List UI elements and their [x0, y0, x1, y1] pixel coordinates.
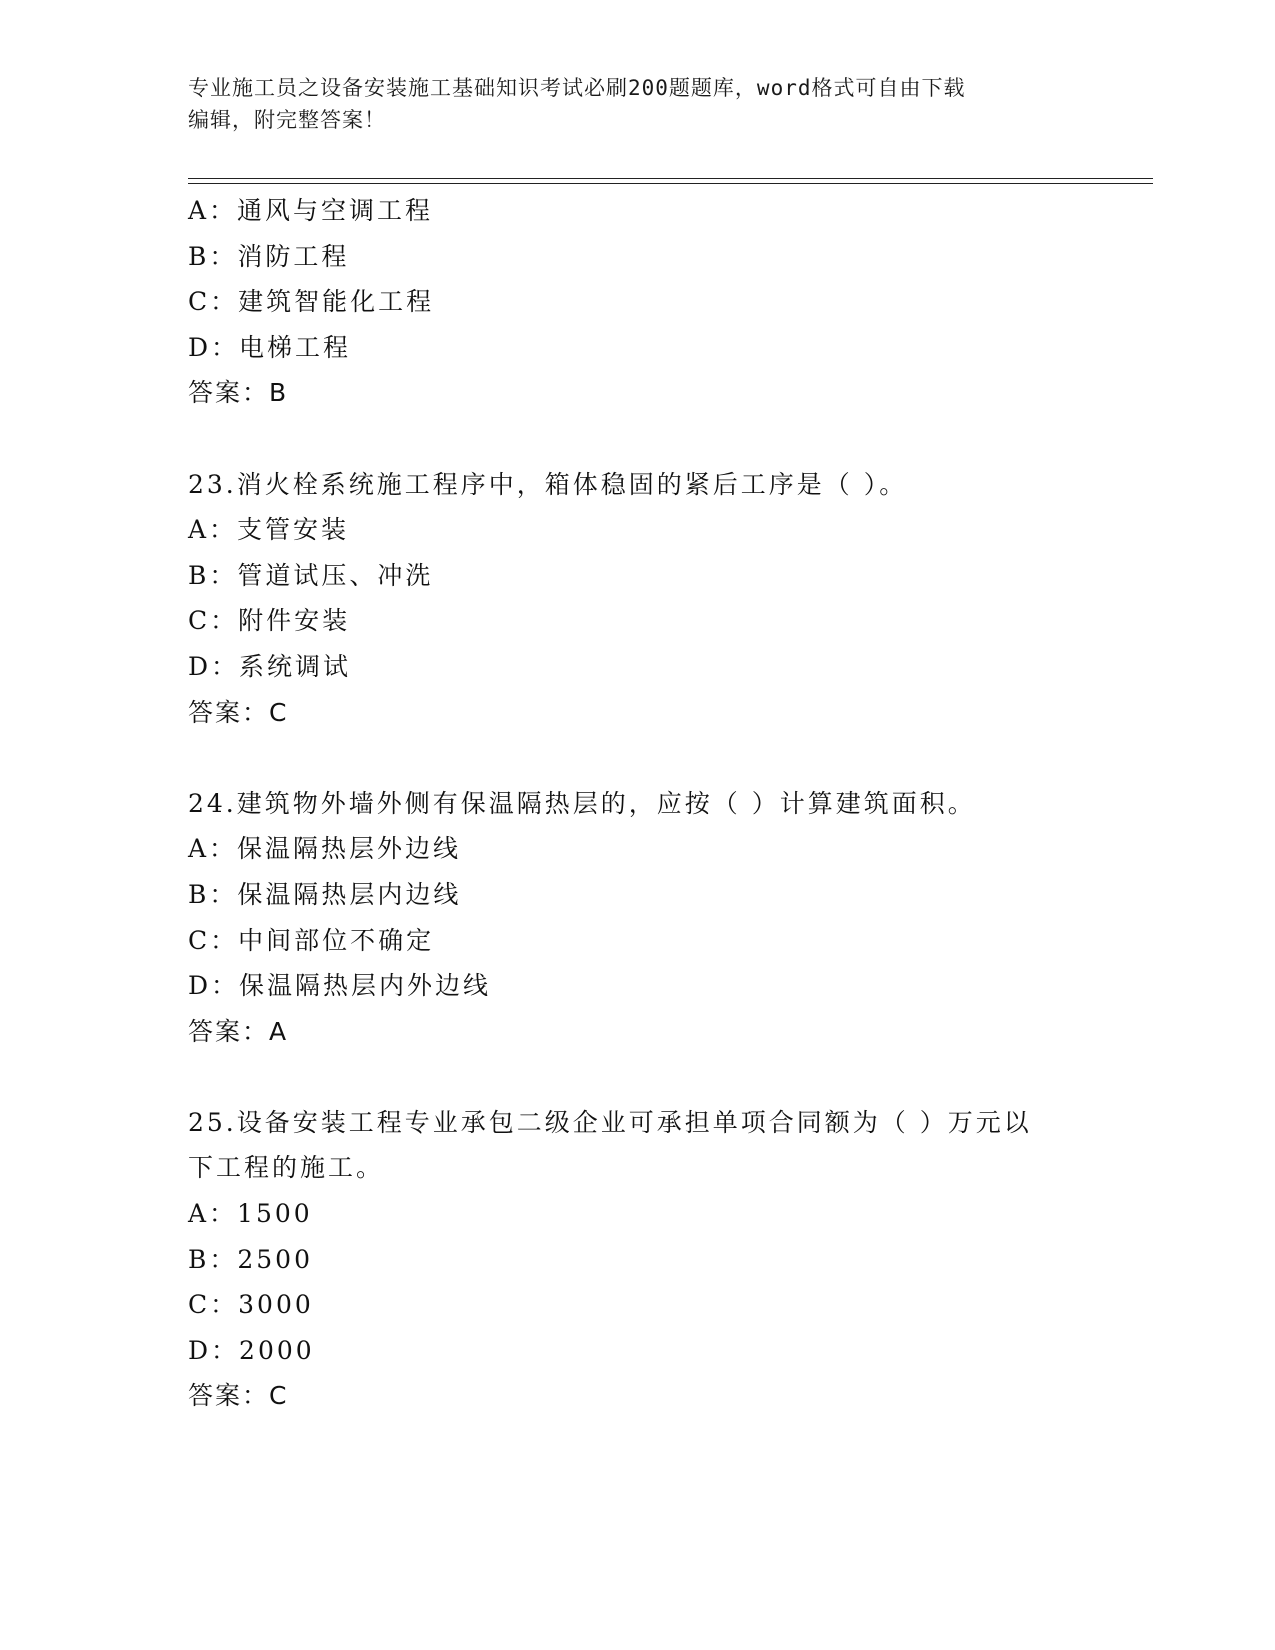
document-header — [188, 72, 1068, 136]
question-text: 24.建筑物外墙外侧有保温隔热层的，应按（ ）计算建筑面积。 — [188, 788, 976, 818]
option-a: A：保温隔热层外边线 — [188, 834, 462, 864]
option-d: D：2000 — [188, 1335, 315, 1365]
question-25 — [188, 1100, 1088, 1419]
spacer — [188, 735, 1088, 781]
option-d: D：电梯工程 — [188, 332, 352, 362]
option-c: C：建筑智能化工程 — [188, 287, 435, 317]
question-text-line-2: 下工程的施工。 — [188, 1153, 385, 1183]
question-text-line-1: 25.设备安装工程专业承包二级企业可承担单项合同额为（ ）万元以 — [188, 1107, 1032, 1137]
header-divider-top — [188, 178, 1153, 179]
option-b: B：保温隔热层内边线 — [188, 879, 462, 909]
question-content — [188, 188, 1088, 1419]
option-d: D：系统调试 — [188, 651, 352, 681]
spacer — [188, 416, 1088, 462]
spacer — [188, 1054, 1088, 1100]
answer-line: 答案：C — [188, 1381, 289, 1411]
question-23 — [188, 462, 1088, 736]
option-b: B：管道试压、冲洗 — [188, 560, 434, 590]
answer-line: 答案：B — [188, 378, 289, 408]
option-c: C：3000 — [188, 1290, 314, 1320]
question-text: 23.消火栓系统施工程序中，箱体稳固的紧后工序是（ ）。 — [188, 469, 908, 499]
option-b: B：消防工程 — [188, 241, 350, 271]
option-b: B：2500 — [188, 1244, 313, 1274]
option-a: A：1500 — [188, 1199, 313, 1229]
option-c: C：中间部位不确定 — [188, 925, 435, 955]
option-a: A：通风与空调工程 — [188, 196, 434, 225]
question-24 — [188, 781, 1088, 1055]
header-title-line-2: 编辑，附完整答案！ — [188, 108, 386, 132]
header-divider-bottom — [188, 183, 1153, 184]
question-22 — [188, 188, 1088, 416]
header-title-line-1: 专业施工员之设备安装施工基础知识考试必刷200题题库，word格式可自由下载 — [188, 76, 966, 100]
answer-line: 答案：A — [188, 1016, 289, 1046]
option-a: A：支管安装 — [188, 515, 350, 545]
option-c: C：附件安装 — [188, 606, 351, 636]
option-d: D：保温隔热层内外边线 — [188, 971, 492, 1001]
answer-line: 答案：C — [188, 697, 289, 727]
